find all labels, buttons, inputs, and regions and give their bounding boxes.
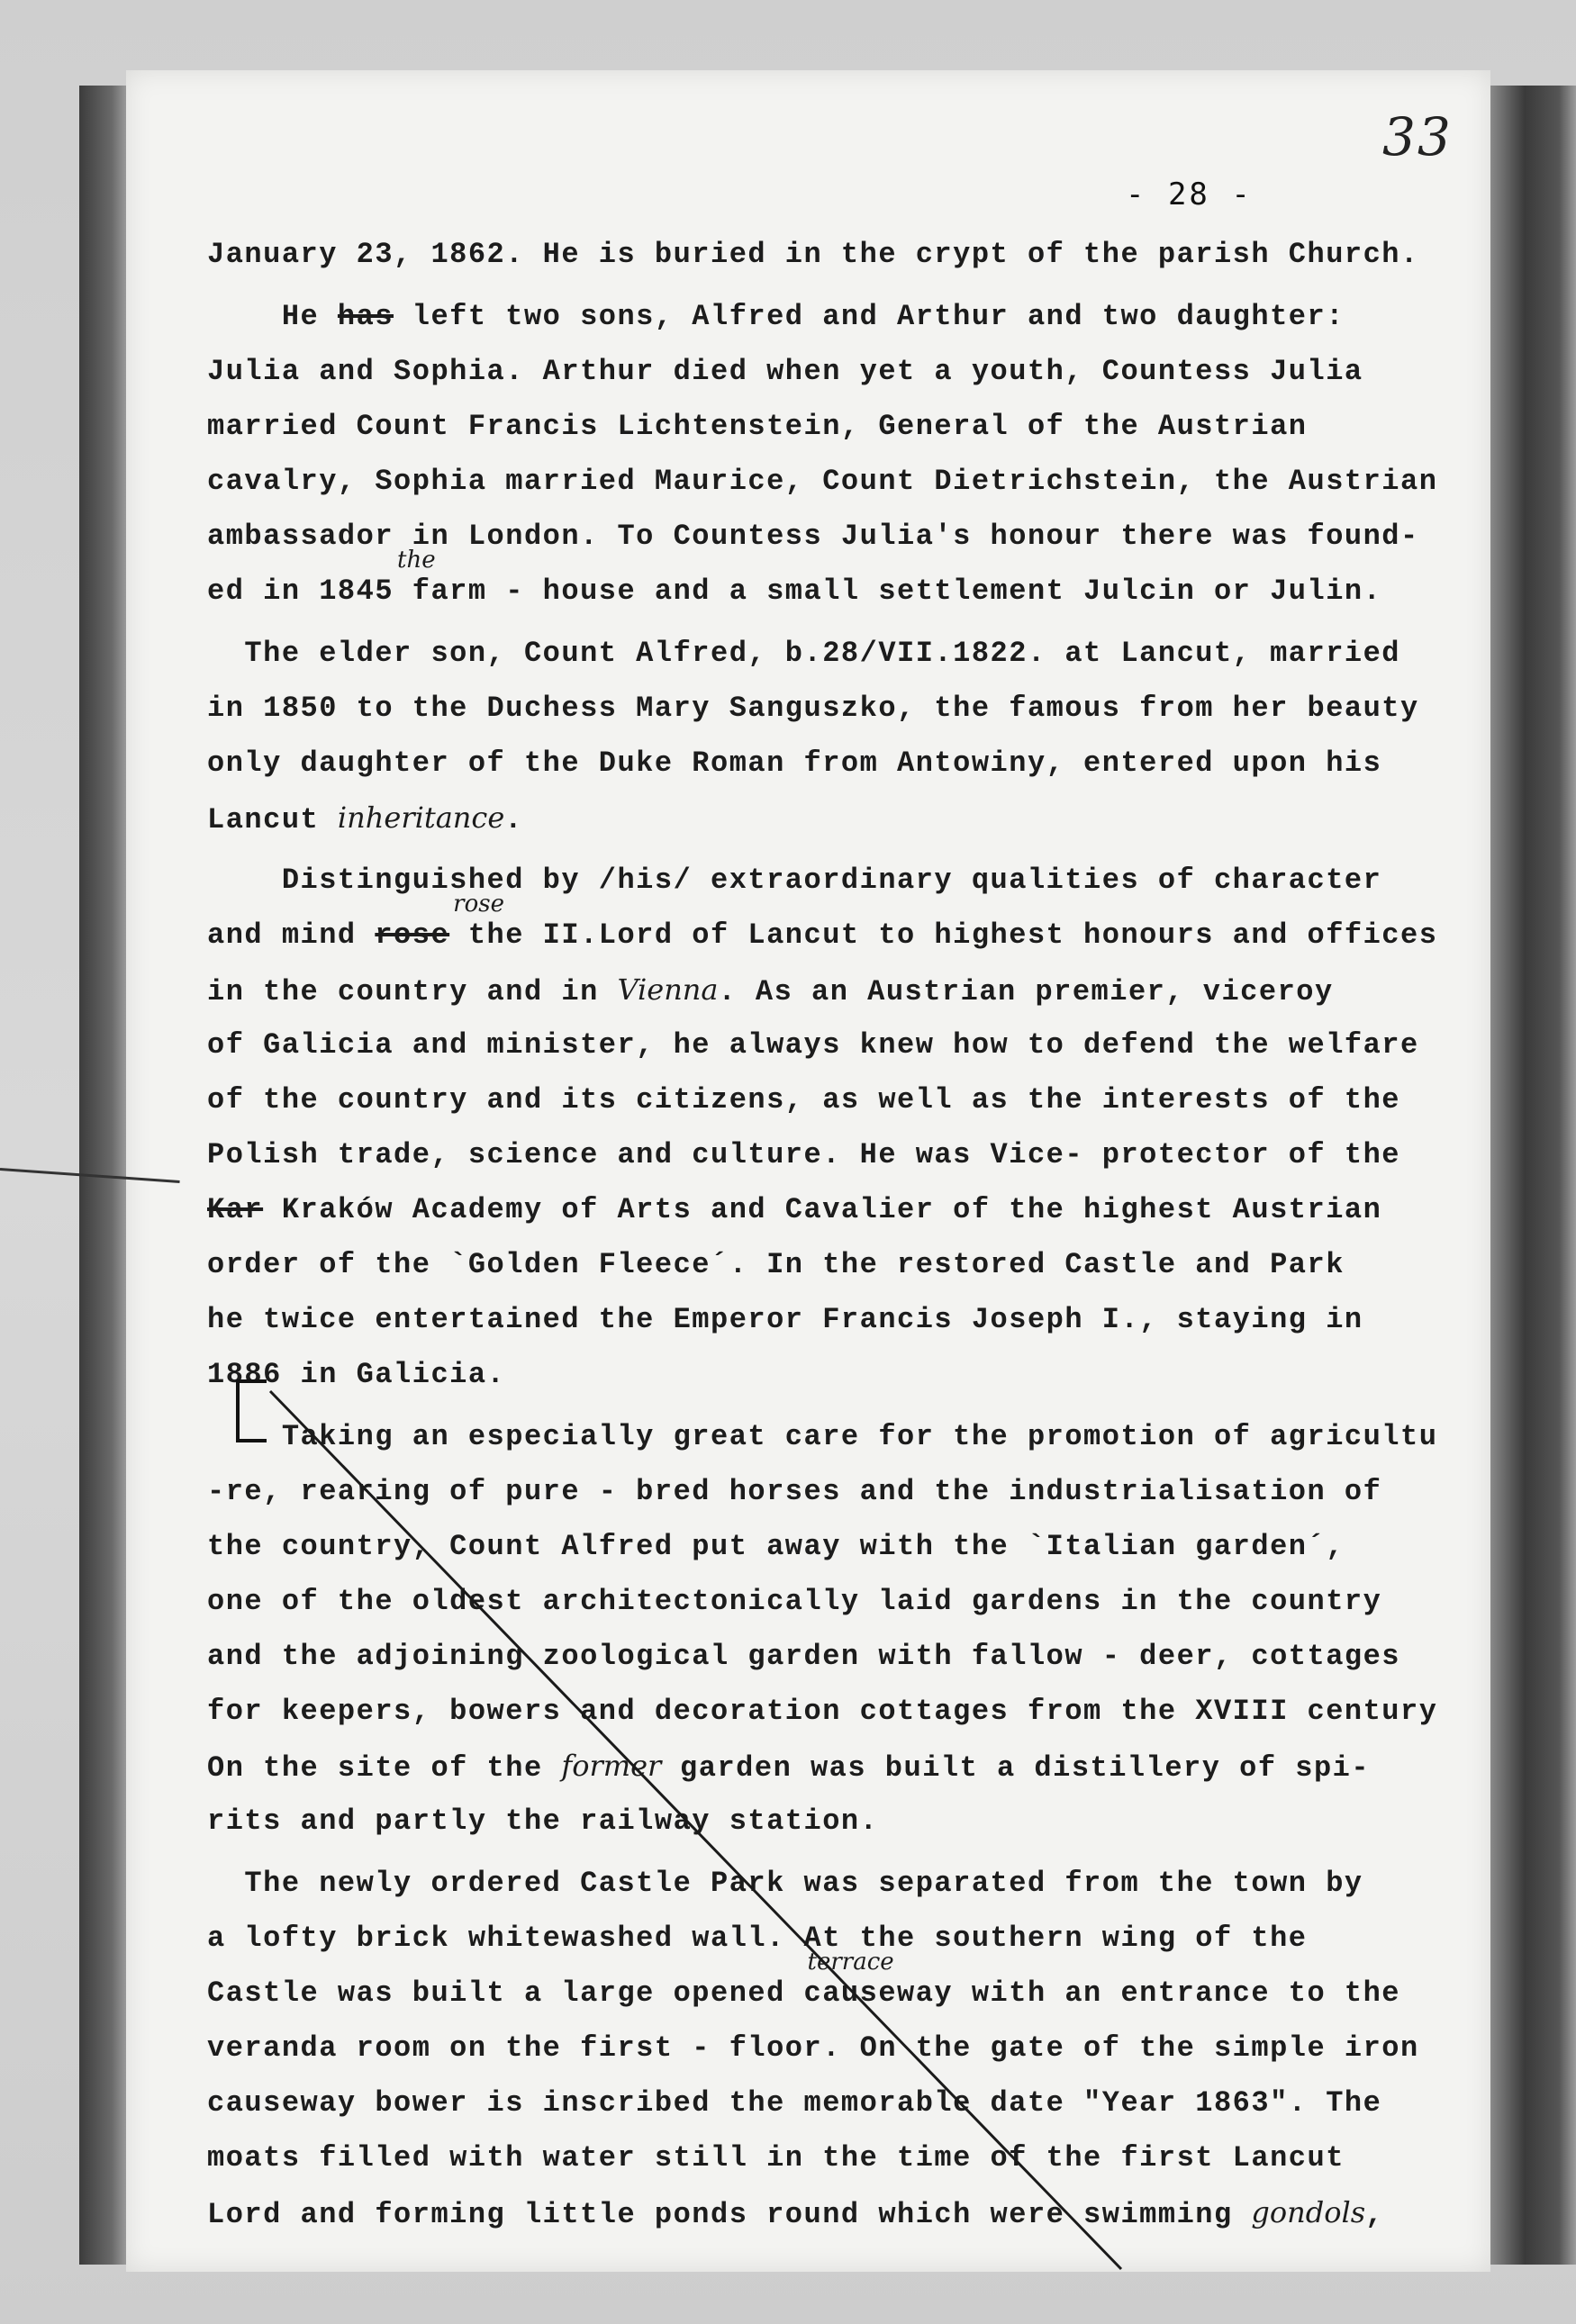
typed-text: Lord and forming little ponds round which were swimming	[207, 2198, 1252, 2231]
text-line: moats filled with water still in the time of the first Lancut	[207, 2141, 1345, 2175]
handwritten-insertion: the	[397, 547, 436, 574]
typed-text: Castle was built a large opened	[207, 1976, 804, 2010]
text-line: Distinguished by /his/ extraordinary qualities of character	[207, 864, 1382, 897]
text-line: one of the oldest architectonically laid gardens in the country	[207, 1585, 1382, 1618]
page-number: - 28 -	[1126, 176, 1253, 213]
text-line: -re, rearing of pure - bred horses and the industrialisation of	[207, 1475, 1382, 1508]
text-line: ambassador in London. To Countess Julia's honour there was found-	[207, 520, 1419, 553]
handwritten-insertion: rose	[453, 891, 504, 918]
text-line: rits and partly the railway station.	[207, 1804, 879, 1838]
typed-text: with an entrance to the	[953, 1976, 1400, 2010]
typed-text: ed in 1845	[207, 574, 394, 608]
text-line: he twice entertained the Emperor Francis Joseph I., staying in	[207, 1303, 1363, 1336]
text-line: causeway bower is inscribed the memorable date "Year 1863". The	[207, 2086, 1382, 2120]
text-line: Polish trade, science and culture. He was Vice- protector of the	[207, 1138, 1400, 1171]
typed-text: and mind	[207, 918, 376, 952]
typed-text: the II.Lord of Lancut	[449, 918, 860, 952]
typed-text: .	[504, 803, 523, 836]
text-line: in 1850 to the Duchess Mary Sanguszko, the famous from her beauty	[207, 692, 1419, 725]
typed-text: farm - house and a small settlement Julcin or Julin.	[394, 574, 1382, 608]
handwritten-insertion: terrace	[807, 1949, 894, 1976]
text-line: The elder son, Count Alfred, b.28/VII.1822. at Lancut, married	[207, 637, 1400, 670]
struck-out-word: rose	[375, 918, 450, 952]
handwritten-correction: Vienna	[617, 972, 719, 1007]
text-line: order of the `Golden Fleece´. In the restored Castle and Park	[207, 1248, 1345, 1281]
typed-text: ,	[1365, 2198, 1384, 2231]
typed-text: Lancut	[207, 803, 338, 836]
archive-folio-number: 33	[1382, 106, 1453, 167]
text-line: only daughter of the Duke Roman from Antowiny, entered upon his	[207, 746, 1382, 780]
text-line: veranda room on the first - floor. On the gate of the simple iron	[207, 2031, 1419, 2065]
text-line: a lofty brick whitewashed wall. At the southern wing of the	[207, 1922, 1308, 1955]
handwritten-correction: inheritance	[337, 800, 505, 835]
struck-out-word: has	[337, 300, 394, 333]
corrected-word: causeway terrace	[804, 1966, 954, 2021]
text-line: the country, Count Alfred put away with the `Italian garden´,	[207, 1530, 1345, 1563]
handwritten-correction: former	[561, 1749, 662, 1783]
text-line: of the country and its citizens, as well as the interests of the	[207, 1083, 1400, 1117]
text-line: of Galicia and minister, he always knew how to defend the welfare	[207, 1028, 1419, 1062]
typed-text: garden was built a distillery of spi-	[661, 1751, 1371, 1785]
text-line: The newly ordered Castle Park was separated from the town by	[207, 1867, 1363, 1900]
text-line: 1886 in Galicia.	[207, 1358, 506, 1391]
text-line: cavalry, Sophia married Maurice, Count Dietrichstein, the Austrian	[207, 465, 1438, 498]
struck-out-word: Kar	[207, 1193, 264, 1226]
text-line: married Count Francis Lichtenstein, General of the Austrian	[207, 410, 1308, 443]
typed-text: Kraków Academy of Arts and Cavalier of the highest Austrian	[263, 1193, 1382, 1226]
typed-text: . As an Austrian premier, viceroy	[718, 975, 1334, 1008]
text-line: Julia and Sophia. Arthur died when yet a youth, Countess Julia	[207, 355, 1363, 388]
text-line: Taking an especially great care for the promotion of agricultu	[207, 1420, 1438, 1453]
typed-text: to highest honours and offices	[859, 918, 1438, 952]
text-line: January 23, 1862. He is buried in the crypt of the parish Church.	[207, 238, 1419, 271]
text-line: and the adjoining zoological garden with fallow - deer, cottages	[207, 1640, 1400, 1673]
handwritten-correction: gondols	[1251, 2195, 1366, 2229]
typed-text: On the site of the	[207, 1751, 562, 1785]
text-line: for keepers, bowers and decoration cottages from the XVIII century	[207, 1695, 1438, 1728]
typed-text: in the country and in	[207, 975, 618, 1008]
typed-text: left two sons, Alfred and Arthur and two daughter:	[394, 300, 1345, 333]
typed-text: He	[207, 300, 338, 333]
